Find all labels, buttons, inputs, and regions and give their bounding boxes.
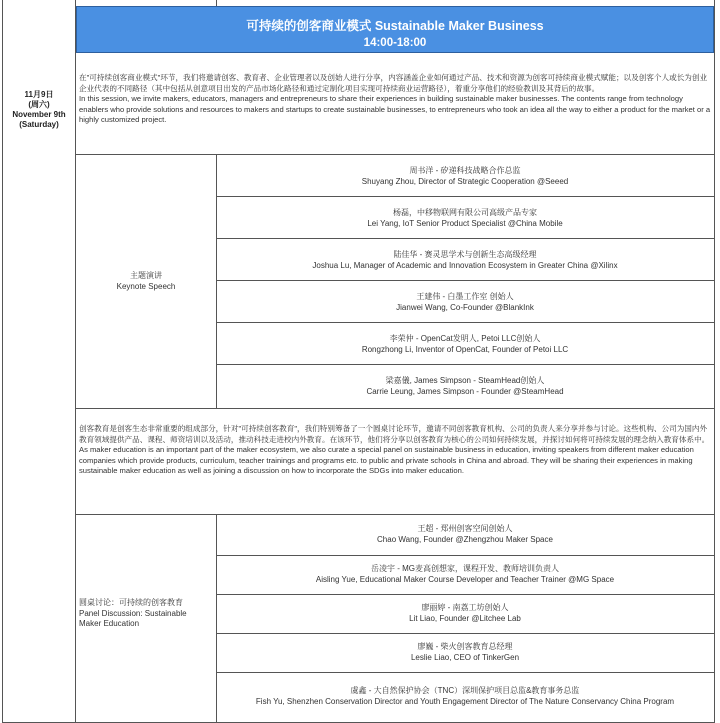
row-line <box>216 555 715 556</box>
speaker-name-cn: 李荣仲 - OpenCat发明人, Petoi LLC创始人 <box>389 334 541 343</box>
date-cell <box>4 90 74 130</box>
row-line <box>216 238 715 239</box>
session-banner <box>76 6 714 53</box>
speaker-name-en: Fish Yu, Shenzhen Conservation Director and Youth Engagement Director of The Nature Conservancy China Program <box>255 697 675 706</box>
speaker-name-cn: 廖巍 - 柴火创客教育总经理 <box>417 642 513 651</box>
speaker-name-cn: 杨磊，中移物联网有限公司高级产品专家 <box>393 208 537 217</box>
speaker-name-en: Carrie Leung, James Simpson - Founder @SteamHead <box>366 387 564 396</box>
row-line <box>216 594 715 595</box>
row-line <box>216 280 715 281</box>
panel-intro <box>79 424 711 477</box>
keynote-label-cn: 主题演讲 <box>130 271 162 280</box>
panel-label-en: Panel Discussion: Sustainable Maker Education <box>79 608 187 628</box>
weekday-en: (Saturday) <box>19 120 59 129</box>
keynote-label <box>76 270 216 292</box>
speaker-cell <box>216 291 714 313</box>
panel-intro-cn: 创客教育是创客生态非常重要的组成部分，针对"可持续创客教育"，我们特别筹备了一个圆桌讨论环节，邀请不同创客教育机构、公司的负责人来分享并参与讨论。这些机构、公司为国内外教育领域提供产品、课程、师资培训以及活动，推动科技走进校内外教育。在该环节，他们将分享以创客教育为核心的公司如何持续发展，并探讨如何将可持续发展的理念纳入教育体系中。 <box>79 424 710 444</box>
row-line <box>75 514 715 515</box>
session-time: 14:00-18:00 <box>363 37 427 49</box>
row-line <box>216 322 715 323</box>
speaker-name-cn: 岳凌宇 - MG麦高创想家，课程开发、教师培训负责人 <box>371 564 559 573</box>
speaker-name-cn: 周书洋 - 矽递科技战略合作总监 <box>409 166 521 175</box>
speaker-name-en: Leslie Liao, CEO of TinkerGen <box>410 653 520 662</box>
session-intro <box>79 73 711 126</box>
speaker-name-en: Jianwei Wang, Co-Founder @BlankInk <box>396 303 534 312</box>
speaker-cell <box>216 375 714 397</box>
date-en: November 9th <box>12 110 66 119</box>
keynote-divider <box>216 154 217 408</box>
speaker-name-en: Lei Yang, IoT Senior Product Specialist @China Mobile <box>367 219 563 228</box>
row-line <box>75 154 715 155</box>
speaker-cell <box>216 523 714 545</box>
speaker-cell <box>216 249 714 271</box>
speaker-cell <box>216 685 714 707</box>
speaker-cell <box>216 641 714 663</box>
speaker-name-cn: 廖丽婷 - 南荔工坊创始人 <box>421 603 509 612</box>
speaker-name-cn: 王超 - 郑州创客空间创始人 <box>417 524 513 533</box>
row-line <box>216 364 715 365</box>
speaker-name-en: Aisling Yue, Educational Maker Course Developer and Teacher Trainer @MG Space <box>315 575 615 584</box>
speaker-name-en: Shuyang Zhou, Director of Strategic Cooperation @Seeed <box>361 177 569 186</box>
date-column-divider <box>75 0 76 723</box>
speaker-cell <box>216 602 714 624</box>
speaker-cell <box>216 333 714 355</box>
speaker-name-cn: 陆佳华 - 赛灵思学术与创新生态高级经理 <box>393 250 537 259</box>
row-line <box>216 633 715 634</box>
speaker-cell <box>216 207 714 229</box>
speaker-name-en: Joshua Lu, Manager of Academic and Innovation Ecosystem in Greater China @Xilinx <box>312 261 618 270</box>
speaker-name-en: Chao Wang, Founder @Zhengzhou Maker Space <box>377 535 553 544</box>
speaker-name-en: Rongzhong Li, Inventor of OpenCat, Founder of Petoi LLC <box>361 345 569 354</box>
table-border-right <box>714 0 715 723</box>
session-title: 可持续的创客商业模式 Sustainable Maker Business <box>246 19 544 33</box>
panel-label <box>79 598 211 630</box>
keynote-label-en: Keynote Speech <box>116 282 176 291</box>
intro-en: In this session, we invite makers, educators, managers and entrepreneurs to share their experiences in building sustainable maker businesses. The contents range from technology enablers who provide solutions and resources to makers and startups to create sustainable businesses, to entrepreneurs who took an idea all the way to either a product for the market or a highly customized project. <box>79 94 711 125</box>
intro-cn: 在"可持续创客商业模式"环节，我们将邀请创客、教育者、企业管理者以及创始人进行分享，内容涵盖企业如何通过产品、技术和资源为创客可持续商业模式赋能；以及创客个人或长为创业企业代表的不同路径（其中包括从创意项目出发的产品市场化路径和通过定制化项目实现可持续商业运营路径），着重分享他们的经验教训及其背后的故事。 <box>79 73 708 93</box>
speaker-cell <box>216 165 714 187</box>
speaker-name-cn: 虞鑫 - 大自然保护协会（TNC）深圳保护项目总监&教育事务总监 <box>350 686 580 695</box>
panel-label-cn: 圆桌讨论：可持续的创客教育 <box>79 598 183 607</box>
panel-intro-en: As maker education is an important part of the maker ecosystem, we also curate a special panel on sustainable business in education, inviting speakers from different maker education companies which provide products, curriculum, teacher trainings and programs etc. to public and private schools in China and abroad. They will be sharing their experiences in making sustainable maker education as well as joining a discussion on how to incorporate the SDGs into maker education. <box>79 445 694 476</box>
row-line <box>216 672 715 673</box>
table-border-left <box>2 0 3 723</box>
speaker-name-cn: 梁嘉儀, James Simpson - SteamHead创始人 <box>385 376 545 385</box>
weekday-cn: (周六) <box>28 100 50 109</box>
row-line <box>216 196 715 197</box>
row-line <box>75 408 715 409</box>
speaker-name-en: Lit Liao, Founder @Litchee Lab <box>409 614 521 623</box>
speaker-cell <box>216 563 714 585</box>
speaker-name-cn: 王建伟 - 白墨工作室 创始人 <box>416 292 514 301</box>
date-cn: 11月9日 <box>24 90 54 99</box>
